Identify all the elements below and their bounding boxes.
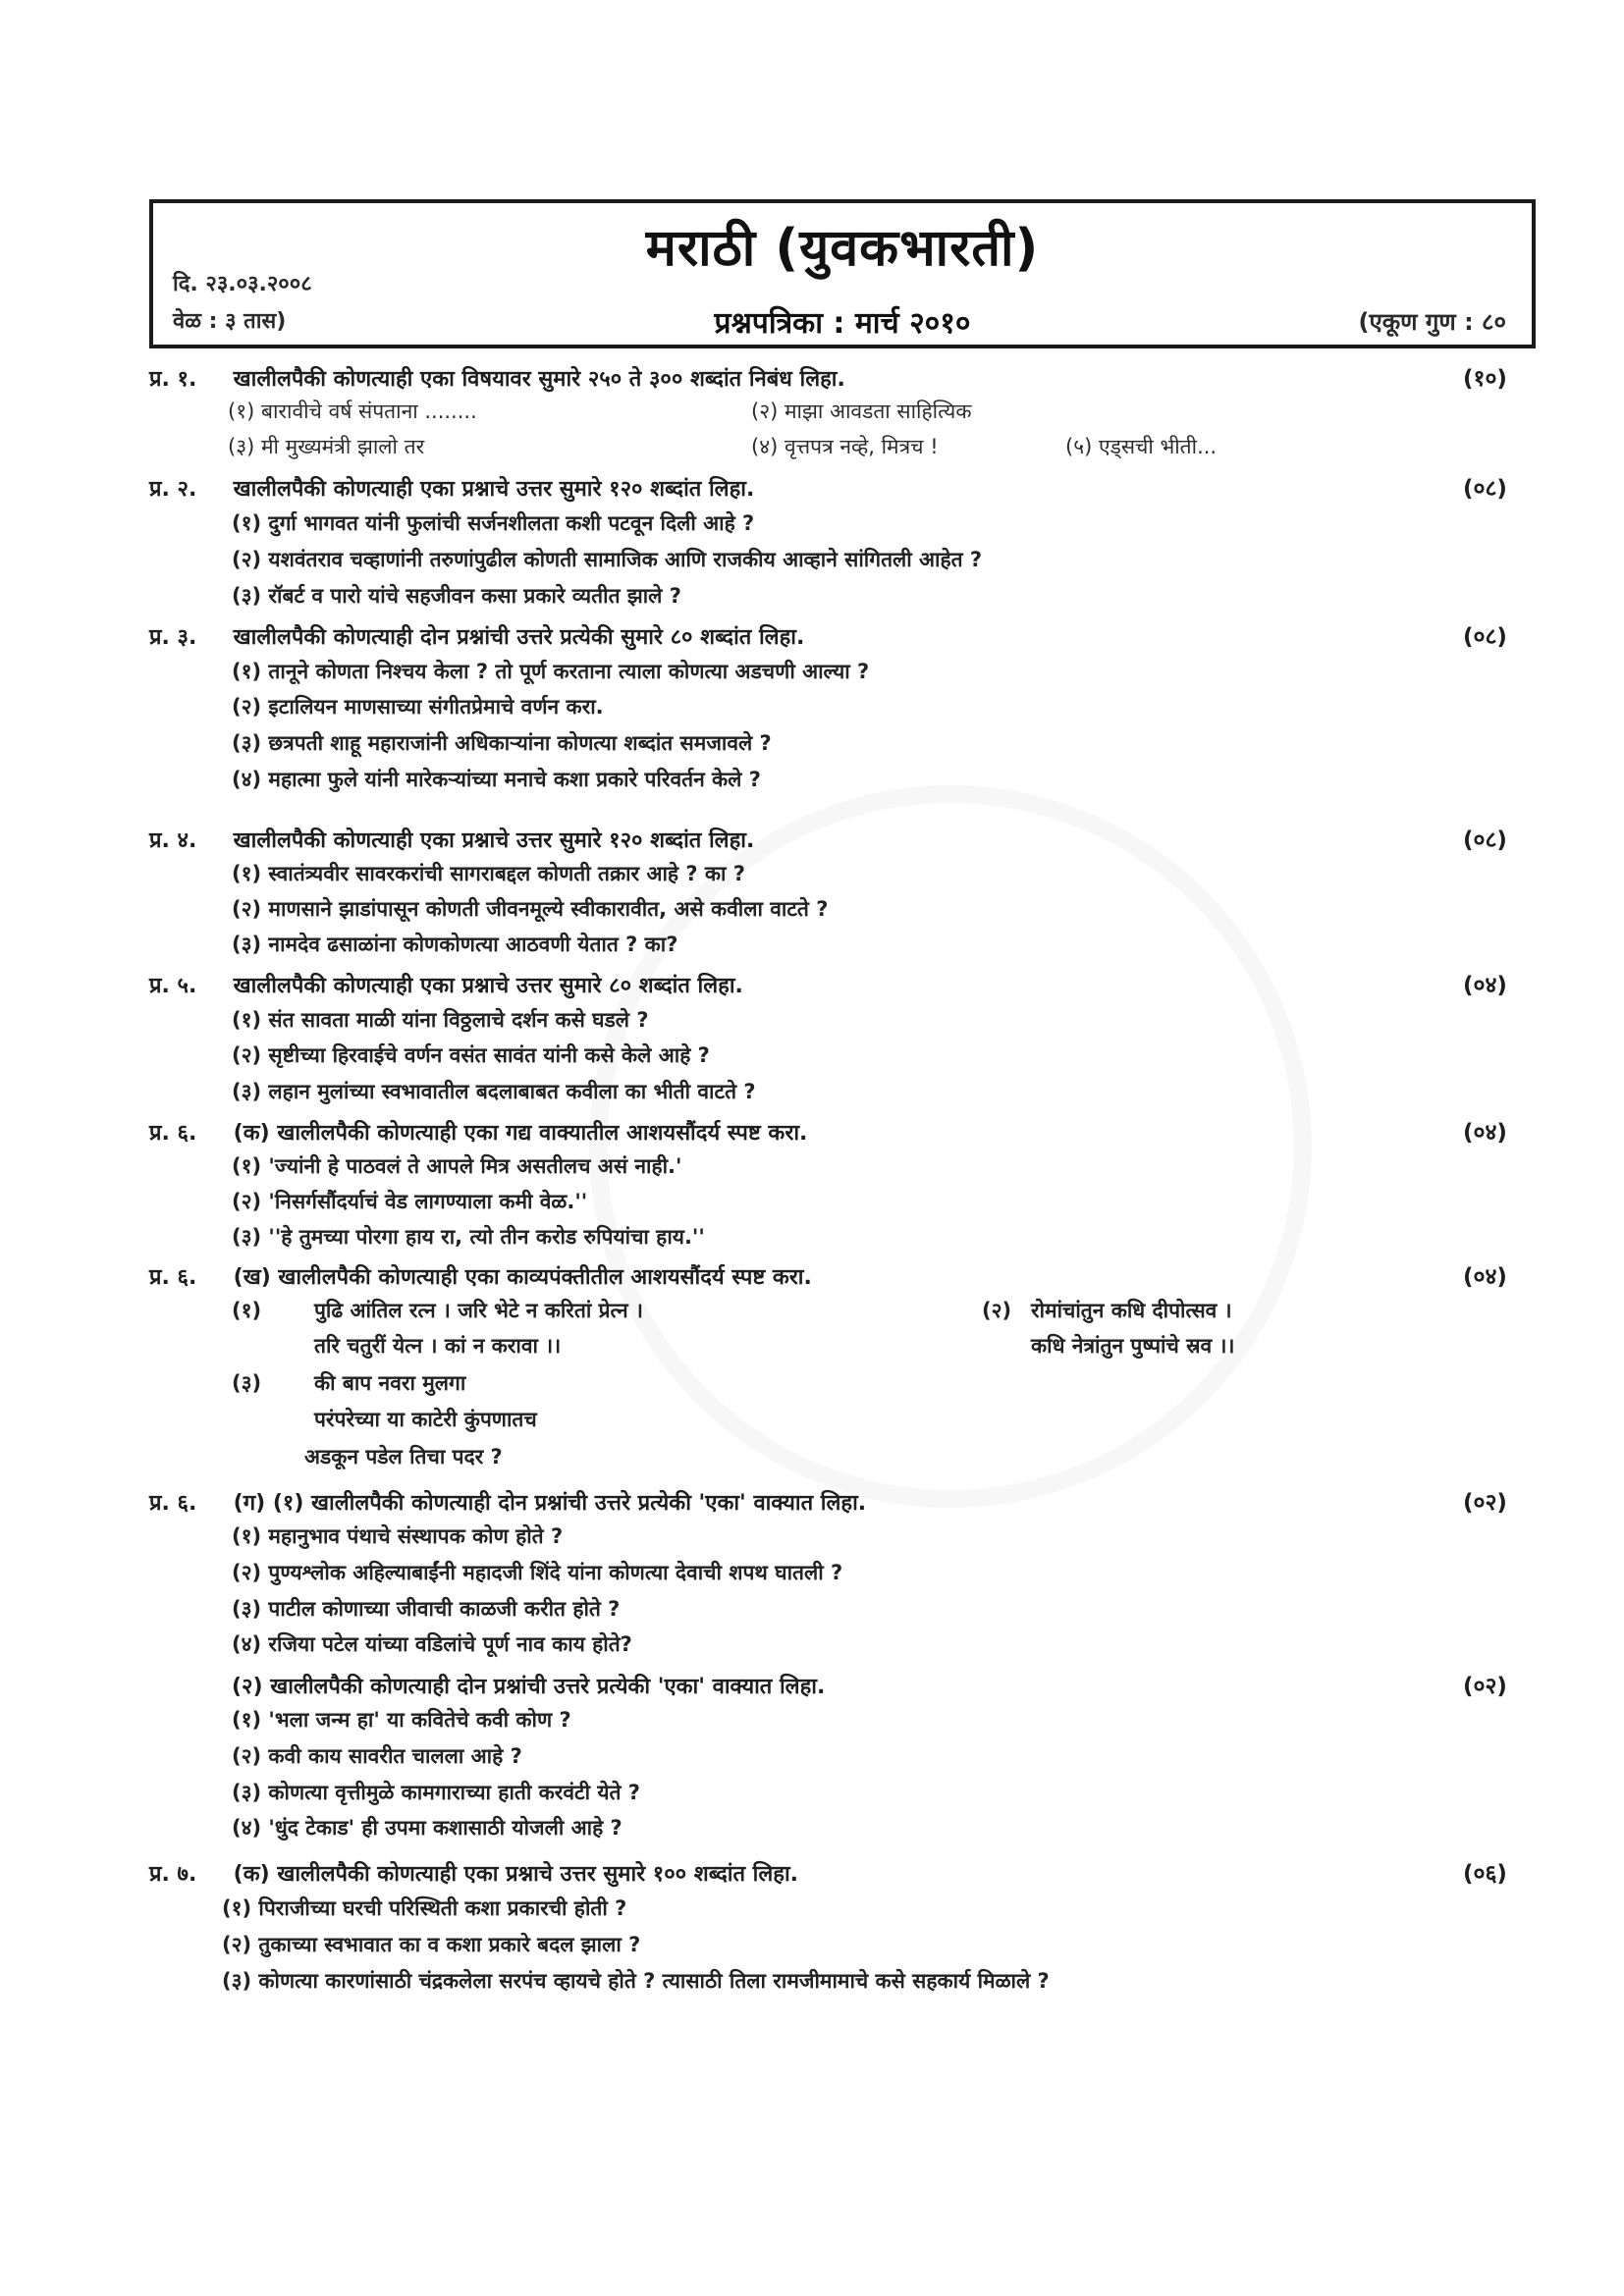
option: (१) स्वातंत्र्यवीर सावरकरांची सागराबद्दल कोणती तक्रार आहे ? का ?: [232, 862, 745, 885]
exam-duration: वेळ : ३ तास): [173, 309, 287, 334]
poem-label: (२): [982, 1299, 1012, 1322]
question-number: प्र. २.: [149, 477, 197, 502]
watermark: [589, 785, 1312, 1508]
total-marks: (एकूण गुण : ८०: [1358, 308, 1506, 336]
poem-line: तरि चतुरीं येत्न । कां न करावा ।।: [314, 1334, 562, 1358]
poem-label: (१): [232, 1299, 262, 1322]
option: (२) तुकाच्या स्वभावात का व कशा प्रकारे बदल झाला ?: [222, 1933, 641, 1956]
option: (१) दुर्गा भागवत यांनी फुलांची सर्जनशीलता कशी पटवून दिली आहे ?: [232, 511, 755, 535]
question-text: खालीलपैकी कोणत्याही एका प्रश्नाचे उत्तर सुमारे १२० शब्दांत लिहा.: [233, 828, 755, 853]
question-text: खालीलपैकी कोणत्याही एका विषयावर सुमारे २५० ते ३०० शब्दांत निबंध लिहा.: [233, 367, 845, 392]
option: (१) महानुभाव पंथाचे संस्थापक कोण होते ?: [232, 1524, 564, 1548]
poem-line: परंपरेच्या या काटेरी कुंपणातच: [314, 1408, 537, 1431]
option: (३) मी मुख्यमंत्री झालो तर: [228, 435, 425, 458]
question-heading: [149, 621, 804, 651]
question-number: प्र. ६.: [149, 1265, 197, 1290]
poem-line: कधि नेत्रांतुन पुष्पांचे स्रव ।।: [1031, 1334, 1235, 1358]
question-marks: (०४): [1463, 1120, 1507, 1146]
poem-line: रोमांचांतुन कधि दीपोत्सव ।: [1031, 1299, 1232, 1322]
question-heading: [149, 1487, 866, 1517]
question-text: (ख) खालीलपैकी कोणत्याही एका काव्यपंक्तीतील आशयसौंदर्य स्पष्ट करा.: [233, 1265, 812, 1290]
option: (१) 'भला जन्म हा' या कवितेचे कवी कोण ?: [232, 1708, 571, 1732]
question-heading: [149, 970, 743, 999]
option: (३) कोणत्या वृत्तीमुळे कामगाराच्या हाती करवंटी येते ?: [232, 1781, 640, 1804]
option: (१) तानूने कोणता निश्चय केला ? तो पूर्ण करताना त्याला कोणत्या अडचणी आल्या ?: [232, 660, 870, 683]
poem-label: (३): [232, 1371, 262, 1395]
question-marks: (०२): [1463, 1490, 1507, 1516]
question-marks: (०८): [1463, 476, 1507, 502]
question-number: प्र. ३.: [149, 625, 197, 650]
question-marks: (०४): [1463, 973, 1507, 998]
question-marks: (०८): [1463, 828, 1507, 853]
question-heading: [149, 473, 754, 503]
option: (२) पुण्यश्लोक अहिल्याबाईंनी महादजी शिंदे यांना कोणत्या देवाची शपथ घातली ?: [232, 1561, 843, 1584]
paper-label: प्रश्नपत्रिका : मार्च २०१०: [714, 306, 971, 341]
option: (३) नामदेव ढसाळांना कोणकोणत्या आठवणी येतात ? का?: [232, 933, 678, 956]
option: (२) माणसाने झाडांपासून कोणती जीवनमूल्ये स्वीकारावीत, असे कवीला वाटते ?: [232, 897, 829, 921]
question-number: प्र. ७.: [149, 1862, 197, 1887]
option: (२) 'निसर्गसौंदर्याचं वेड लागण्याला कमी वेळ.'': [232, 1190, 588, 1213]
exam-date: दि. २३.०३.२००८: [173, 272, 312, 296]
option: (२) कवी काय सावरीत चालला आहे ?: [232, 1744, 522, 1768]
option: (२) सृष्टीच्या हिरवाईचे वर्णन वसंत सावंत यांनी कसे केले आहे ?: [232, 1043, 710, 1067]
question-number: प्र. ४.: [149, 828, 197, 853]
question-heading: [149, 1261, 812, 1291]
option: (१) संत सावता माळी यांना विठ्ठलाचे दर्शन कसे घडले ?: [232, 1008, 649, 1032]
question-text: खालीलपैकी कोणत्याही एका प्रश्नाचे उत्तर सुमारे ८० शब्दांत लिहा.: [233, 974, 743, 998]
question-marks: (०४): [1463, 1264, 1507, 1290]
option: (३) लहान मुलांच्या स्वभावातील बदलाबाबत कवीला का भीती वाटते ?: [232, 1080, 756, 1103]
poem-line: पुढि आंतिल रत्न । जरि भेटे न करितां प्रेत्न ।: [314, 1299, 643, 1322]
question-number: प्र. १.: [149, 367, 197, 392]
option: (१) पिराजीच्या घरची परिस्थिती कशा प्रकारची होती ?: [222, 1896, 627, 1920]
option: (२) माझा आवडता साहित्यिक: [751, 400, 972, 423]
page-title: मराठी (युवकभारती): [645, 219, 1040, 278]
option: (५) एड्सची भीती...: [1065, 435, 1218, 458]
question-marks: (०६): [1463, 1861, 1507, 1887]
question-text: (क) खालीलपैकी कोणत्याही एका प्रश्नाचे उत्तर सुमारे १०० शब्दांत लिहा.: [233, 1862, 799, 1887]
question-text: (क) खालीलपैकी कोणत्याही एका गद्य वाक्यातील आशयसौंदर्य स्पष्ट करा.: [233, 1121, 808, 1146]
question-heading: [149, 363, 845, 393]
question-marks: (०८): [1463, 624, 1507, 650]
option: (३) छत्रपती शाहू महाराजांनी अधिकाऱ्यांना कोणत्या शब्दांत समजावले ?: [232, 731, 772, 755]
option: (२) यशवंतराव चव्हाणांनी तरुणांपुढील कोणती सामाजिक आणि राजकीय आव्हाने सांगितली आहेत ?: [232, 548, 983, 571]
question-number: प्र. ६.: [149, 1121, 197, 1146]
option: (४) वृत्तपत्र नव्हे, मित्रच !: [751, 435, 939, 458]
option: (३) ''हे तुमच्या पोरगा हाय रा, त्यो तीन करोड रुपियांचा हाय.'': [232, 1225, 705, 1249]
option: (४) रजिया पटेल यांच्या वडिलांचे पूर्ण नाव काय होते?: [232, 1632, 632, 1656]
option: (२) इटालियन माणसाच्या संगीतप्रेमाचे वर्णन करा.: [232, 695, 604, 719]
option: (१) 'ज्यांनी हे पाठवलं ते आपले मित्र असतीलच असं नाही.': [232, 1154, 682, 1178]
option: (३) रॉबर्ट व पारो यांचे सहजीवन कसा प्रकारे व्यतीत झाले ?: [232, 584, 681, 608]
question-text: खालीलपैकी कोणत्याही एका प्रश्नाचे उत्तर सुमारे १२० शब्दांत लिहा.: [233, 477, 755, 502]
question-number: प्र. ५.: [149, 974, 197, 998]
sub-question-marks: (०२): [1463, 1674, 1507, 1699]
poem-line: अडकून पडेल तिचा पदर ?: [304, 1445, 503, 1468]
sub-question-heading: (२) खालीलपैकी कोणत्याही दोन प्रश्नांची उत्तरे प्रत्येकी 'एका' वाक्यात लिहा.: [232, 1675, 826, 1699]
option: (१) बारावीचे वर्ष संपताना ........: [228, 400, 477, 423]
question-heading: [149, 825, 754, 854]
option: (४) महात्मा फुले यांनी मारेकऱ्यांच्या मनाचे कशा प्रकारे परिवर्तन केले ?: [232, 768, 761, 791]
option: (३) पाटील कोणाच्या जीवाची काळजी करीत होते ?: [232, 1597, 621, 1621]
question-heading: [149, 1858, 798, 1888]
option: (३) कोणत्या कारणांसाठी चंद्रकलेला सरपंच व्हायचे होते ? त्यासाठी तिला रामजीमामाचे कसे सहकार्य मिळाले ?: [222, 1969, 1050, 1993]
header-box: [149, 199, 1536, 348]
question-marks: (१०): [1463, 366, 1507, 392]
poem-line: की बाप नवरा मुलगा: [314, 1371, 466, 1395]
question-text: (ग) (१) खालीलपैकी कोणत्याही दोन प्रश्नांची उत्तरे प्रत्येकी 'एका' वाक्यात लिहा.: [233, 1491, 867, 1516]
option: (४) 'धुंद टेकाड' ही उपमा कशासाठी योजली आहे ?: [232, 1816, 623, 1840]
question-number: प्र. ६.: [149, 1491, 197, 1516]
question-heading: [149, 1117, 807, 1147]
question-text: खालीलपैकी कोणत्याही दोन प्रश्नांची उत्तरे प्रत्येकी सुमारे ८० शब्दांत लिहा.: [233, 625, 805, 650]
